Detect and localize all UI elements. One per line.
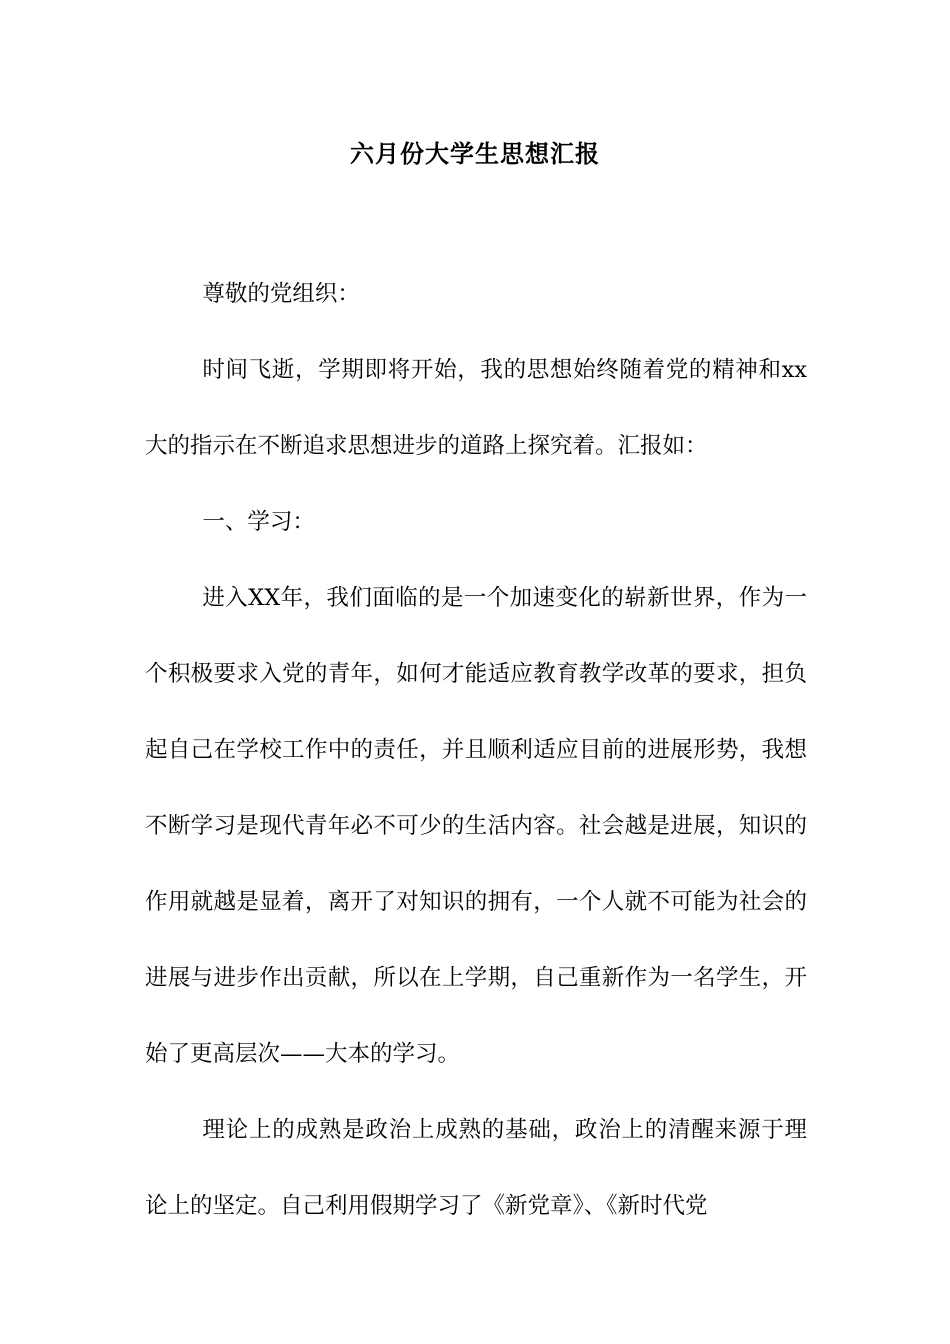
salutation: 尊敬的党组织： xyxy=(202,281,360,307)
paragraph-study: 进入XX年，我们面临的是一个加速变化的崭新世界，作为一个积极要求入党的青年，如何才能适应教育教学改革的要求，担负起自己在学校工作中的责任，并且顺利适应目前的进展形势，我想不断学习是现代青年必不可少的生活内容。社会越是进展，知识的作用就越是显着，离开了对知识的拥有，一个人就不可能为社会的进展与进步作出贡献，所以在上学期，自己重新作为一名学生，开始了更高层次——大本的学习。 xyxy=(145,585,807,1067)
paragraph-theory: 理论上的成熟是政治上成熟的基础，政治上的清醒来源于理论上的坚定。自己利用假期学习了《新党章》、《新时代党 xyxy=(145,1117,807,1219)
document-body xyxy=(145,256,807,1244)
section-heading-study: 一、学习： xyxy=(202,509,315,535)
document-title: 六月份大学生思想汇报 xyxy=(350,139,600,168)
paragraph-intro: 时间飞逝，学期即将开始，我的思想始终随着党的精神和xx大的指示在不断追求思想进步的道路上探究着。汇报如： xyxy=(145,357,807,459)
